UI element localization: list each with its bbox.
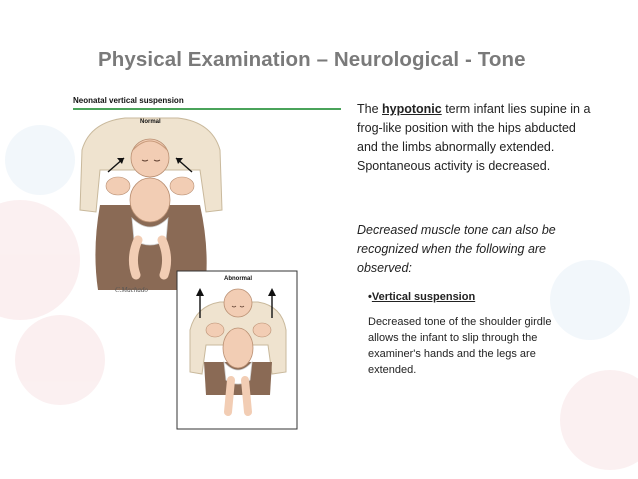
artist-signature: C.Machado: [115, 286, 148, 294]
abnormal-label: Abnormal: [224, 276, 253, 282]
bullet-marker: •: [368, 291, 372, 303]
para1-lead: The: [357, 102, 383, 116]
hypotonic-description: [357, 100, 597, 176]
figure-title: Neonatal vertical suspension: [73, 96, 184, 105]
decreased-tone-intro: Decreased muscle tone can also be recognized when the following are observed:: [357, 223, 556, 275]
bullet-vertical-suspension: [368, 291, 475, 303]
bullet-label: Vertical suspension: [371, 291, 476, 303]
normal-illustration: [80, 118, 222, 290]
normal-label: Normal: [140, 119, 161, 125]
para1-rest: term infant lies supine in a frog-like position with the hips abducted and the limbs abnormally extended. Spontaneous activity is decreased.: [357, 102, 591, 173]
hypotonic-keyword: hypotonic: [382, 102, 442, 116]
vertical-suspension-description: Decreased tone of the shoulder girdle allows the infant to slip through the examiner's hands and the legs are extended.: [368, 316, 552, 376]
slide-title: Physical Examination – Neurological - Tone: [98, 48, 526, 71]
